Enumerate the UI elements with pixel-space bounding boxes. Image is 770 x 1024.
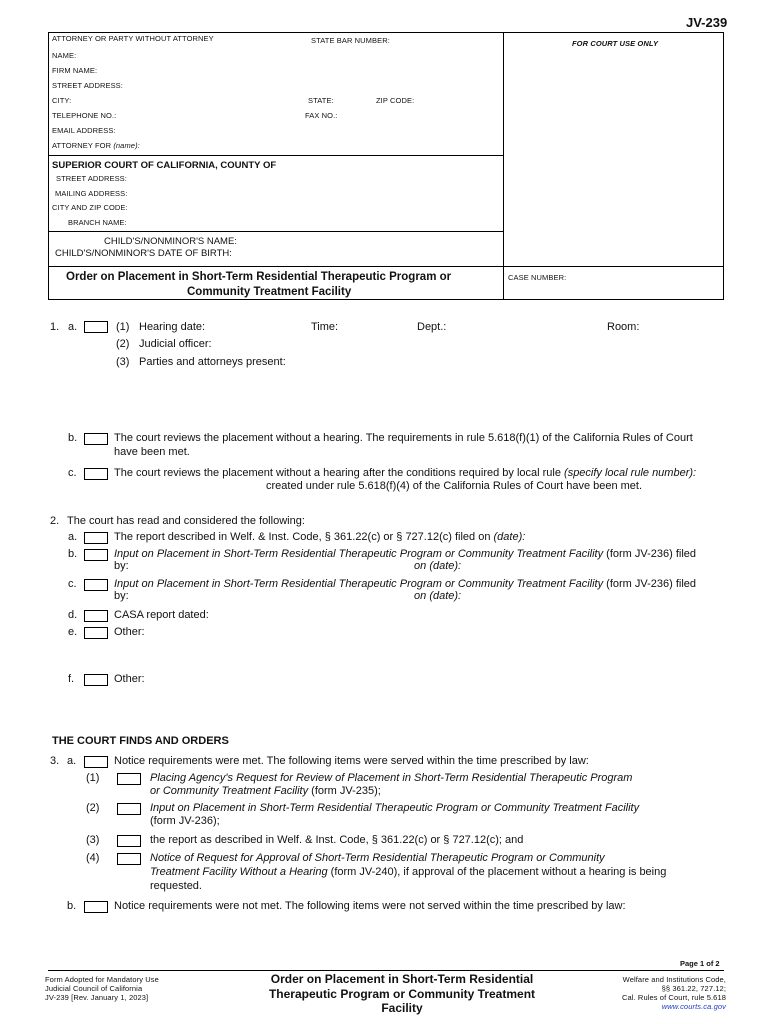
item1-number: 1. xyxy=(50,321,60,333)
attorney-for-label: ATTORNEY FOR xyxy=(52,141,112,150)
footer-title-line1: Order on Placement in Short-Term Residential xyxy=(270,972,534,986)
item3a3-text: the report as described in Welf. & Inst. Code, § 361.22(c) or § 727.12(c); and xyxy=(150,834,524,846)
divider xyxy=(48,155,504,156)
room-label: Room: xyxy=(607,321,640,333)
item2c-on-label: on xyxy=(414,590,427,602)
item2c-form-number: (form JV-236) filed xyxy=(606,578,697,590)
footer-adopted-line1: Form Adopted for Mandatory Use xyxy=(45,975,159,984)
item3a2-text-line1: Input on Placement in Short-Term Residential Therapeutic Program or Community Treatment Facility xyxy=(150,802,640,814)
case-number-label: CASE NUMBER: xyxy=(508,273,567,282)
item3a4-text-line1: Notice of Request for Approval of Short-Term Residential Therapeutic Program or Community xyxy=(150,852,605,864)
item3a1-form-number: (form JV-235); xyxy=(311,785,381,797)
item1c-letter: c. xyxy=(68,467,77,479)
item1b-checkbox[interactable] xyxy=(84,433,108,445)
item1b-letter: b. xyxy=(68,432,78,444)
item3a4-form-rest: (form JV-240), if approval of the placement without a hearing is being xyxy=(330,866,667,878)
item2b-form-number: (form JV-236) filed xyxy=(606,548,697,560)
hearing-date-label: Hearing date: xyxy=(139,321,206,333)
item2c-on-date xyxy=(414,590,461,602)
attorney-for-row xyxy=(52,141,140,150)
page-number: Page 1 of 2 xyxy=(680,959,720,968)
parties-label: Parties and attorneys present: xyxy=(139,356,286,368)
child-dob-label: CHILD'S/NONMINOR'S DATE OF BIRTH: xyxy=(55,248,232,259)
item3a1-form-title: or Community Treatment Facility xyxy=(150,785,309,797)
item3b-checkbox[interactable] xyxy=(84,901,108,913)
form-title-line1: Order on Placement in Short-Term Residential Therapeutic Program or xyxy=(66,271,452,283)
findings-heading: THE COURT FINDS AND ORDERS xyxy=(52,735,229,747)
city-label: CITY: xyxy=(52,96,72,105)
item3a-letter: a. xyxy=(67,755,77,767)
footer-divider xyxy=(48,970,724,971)
item2e-checkbox[interactable] xyxy=(84,627,108,639)
item2d-checkbox[interactable] xyxy=(84,610,108,622)
name-label: NAME: xyxy=(52,51,77,60)
item1c-text-line1 xyxy=(114,467,696,479)
item1c-checkbox[interactable] xyxy=(84,468,108,480)
footer-adopted-line2: Judicial Council of California xyxy=(45,984,143,993)
footer-website-link[interactable]: www.courts.ca.gov xyxy=(661,1002,726,1011)
item3a4-form-title: Treatment Facility Without a Hearing xyxy=(150,866,328,878)
footer-adopted-line3: JV-239 [Rev. January 1, 2023] xyxy=(45,993,149,1002)
item2b-checkbox[interactable] xyxy=(84,549,108,561)
item2f-other-label: Other: xyxy=(114,673,145,685)
item2f-letter: f. xyxy=(68,673,75,685)
item3a2-checkbox[interactable] xyxy=(117,803,141,815)
footer-title-line2: Therapeutic Program or Community Treatment xyxy=(268,987,536,1001)
item3a1-text-line2 xyxy=(150,785,381,797)
item2-number: 2. xyxy=(50,515,60,527)
item2c-checkbox[interactable] xyxy=(84,579,108,591)
item1b-text-line2: have been met. xyxy=(114,446,190,458)
street-label: STREET ADDRESS: xyxy=(52,81,123,90)
item2c-by-label: by: xyxy=(114,590,129,602)
item3a1-text-line1: Placing Agency's Request for Review of Placement in Short-Term Residential Therapeutic Program xyxy=(150,772,633,784)
city-zip-label: CITY AND ZIP CODE: xyxy=(52,203,128,212)
court-street-label: STREET ADDRESS: xyxy=(56,174,127,183)
state-bar-label: STATE BAR NUMBER: xyxy=(311,36,390,45)
item3a-text: Notice requirements were met. The following items were served within the time prescribed by law: xyxy=(114,755,589,767)
item2b-letter: b. xyxy=(68,548,78,560)
footer-code-line3: Cal. Rules of Court, rule 5.618 xyxy=(622,993,726,1002)
item3b-text: Notice requirements were not met. The following items were not served within the time prescribed by law: xyxy=(114,900,626,912)
item2e-other-label: Other: xyxy=(114,626,145,638)
item2f-checkbox[interactable] xyxy=(84,674,108,686)
local-rule-label: (specify local rule number): xyxy=(564,467,697,479)
item1b-text-line1: The court reviews the placement without a hearing. The requirements in rule 5.618(f)(1) of the California Rules of Court xyxy=(114,432,693,444)
item1c-text-line2: created under rule 5.618(f)(4) of the California Rules of Court have been met. xyxy=(266,480,643,492)
form-title-line2: Community Treatment Facility xyxy=(187,286,352,298)
item1a3-number: (3) xyxy=(116,356,130,368)
child-name-label: CHILD'S/NONMINOR'S NAME: xyxy=(104,236,237,247)
court-title: SUPERIOR COURT OF CALIFORNIA, COUNTY OF xyxy=(52,160,277,171)
divider xyxy=(48,266,724,267)
item3b-letter: b. xyxy=(67,900,77,912)
attorney-for-name: (name): xyxy=(113,141,140,150)
item3a2-form-number: (form JV-236); xyxy=(150,815,220,827)
judicial-officer-label: Judicial officer: xyxy=(139,338,212,350)
item2a-text xyxy=(114,531,525,543)
item2a-letter: a. xyxy=(68,531,78,543)
form-number: JV-239 xyxy=(686,15,728,30)
item3a3-checkbox[interactable] xyxy=(117,835,141,847)
item2c-date-label: (date): xyxy=(429,590,462,602)
court-use-label: FOR COURT USE ONLY xyxy=(572,39,659,48)
item1c-text: The court reviews the placement without a hearing after the conditions required by local rule xyxy=(114,467,561,479)
item2b-form-title: Input on Placement in Short-Term Residential Therapeutic Program or Community Treatment Facility xyxy=(114,548,604,560)
item2a-date-label: (date): xyxy=(493,531,526,543)
item3a4-checkbox[interactable] xyxy=(117,853,141,865)
casa-report-label: CASA report dated: xyxy=(114,609,209,621)
attorney-label: ATTORNEY OR PARTY WITHOUT ATTORNEY xyxy=(52,34,214,43)
mailing-label: MAILING ADDRESS: xyxy=(55,189,128,198)
item3a2-number: (2) xyxy=(86,802,100,814)
item3a1-checkbox[interactable] xyxy=(117,773,141,785)
item2c-form-title: Input on Placement in Short-Term Residential Therapeutic Program or Community Treatment Facility xyxy=(114,578,604,590)
item2a-checkbox[interactable] xyxy=(84,532,108,544)
item2b-by-label: by: xyxy=(114,560,129,572)
item3-number: 3. xyxy=(50,755,60,767)
fax-label: FAX NO.: xyxy=(305,111,338,120)
item2c-text-line1 xyxy=(114,578,696,590)
time-label: Time: xyxy=(311,321,339,333)
firm-label: FIRM NAME: xyxy=(52,66,98,75)
dept-label: Dept.: xyxy=(417,321,447,333)
item2a-label: The report described in Welf. & Inst. Code, § 361.22(c) or § 727.12(c) filed on xyxy=(114,531,491,543)
item1a1-number: (1) xyxy=(116,321,130,333)
state-label: STATE: xyxy=(308,96,334,105)
footer-title-line3: Facility xyxy=(381,1001,423,1015)
item3a4-text-line3: requested. xyxy=(150,880,202,892)
item1a-checkbox[interactable] xyxy=(84,321,108,333)
item2b-on-label: on xyxy=(414,560,427,572)
item2b-on-date xyxy=(414,560,461,572)
item1a2-number: (2) xyxy=(116,338,130,350)
item2-intro: The court has read and considered the following: xyxy=(67,515,305,527)
item3a3-number: (3) xyxy=(86,834,100,846)
item2b-date-label: (date): xyxy=(429,560,462,572)
item3a4-text-line2 xyxy=(150,866,666,878)
item2c-letter: c. xyxy=(68,578,77,590)
item1a-letter: a. xyxy=(68,321,78,333)
item3a1-number: (1) xyxy=(86,772,100,784)
email-label: EMAIL ADDRESS: xyxy=(52,126,116,135)
item2e-letter: e. xyxy=(68,626,78,638)
divider xyxy=(48,231,504,232)
court-use-box xyxy=(503,32,724,300)
item3a-checkbox[interactable] xyxy=(84,756,108,768)
footer-code-line1: Welfare and Institutions Code, xyxy=(622,975,726,984)
branch-label: BRANCH NAME: xyxy=(68,218,127,227)
zip-label: ZIP CODE: xyxy=(376,96,415,105)
item2d-letter: d. xyxy=(68,609,78,621)
footer-code-line2: §§ 361.22, 727.12; xyxy=(661,984,726,993)
item2b-text-line1 xyxy=(114,548,696,560)
item3a4-number: (4) xyxy=(86,852,100,864)
telephone-label: TELEPHONE NO.: xyxy=(52,111,117,120)
